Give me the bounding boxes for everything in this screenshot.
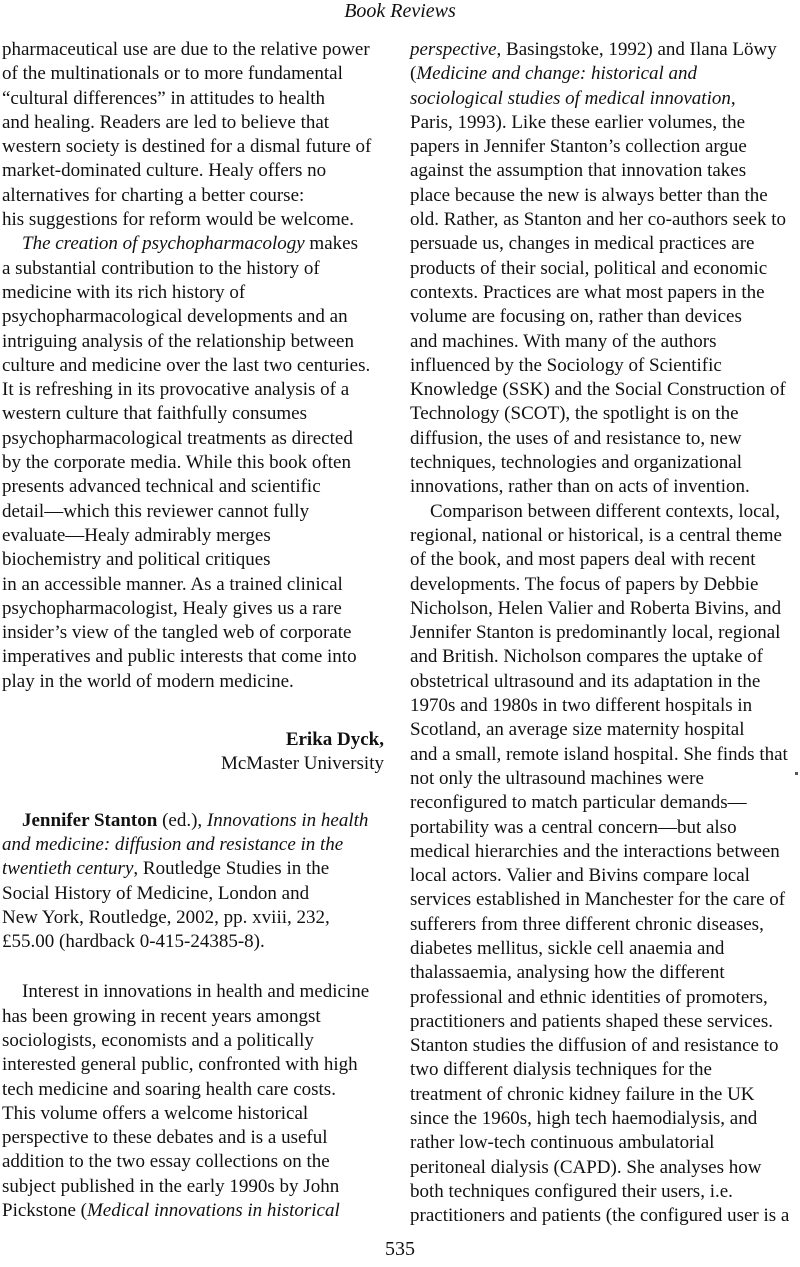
text-line: volume are focusing on, rather than devices [410, 306, 742, 328]
text-line: western culture that faithfully consumes [2, 403, 307, 425]
text-line: reconfigured to match particular demands— [410, 792, 747, 814]
citation-line: New York, Routledge, 2002, pp. xviii, 232, [2, 906, 330, 928]
citation-title: twentieth century [2, 858, 134, 880]
text-line: alternatives for charting a better course: [2, 184, 305, 206]
text-line: play in the world of modern medicine. [2, 670, 294, 692]
text-line: practitioners and patients shaped these services. [410, 1010, 773, 1032]
reviewer-affiliation: McMaster University [220, 753, 384, 775]
text-line: medical hierarchies and the interactions between [410, 840, 780, 862]
text-line: psychopharmacologist, Healy gives us a rare [2, 597, 342, 619]
book-title-italic: Medical innovations in historical [86, 1200, 340, 1222]
text-line: presents advanced technical and scientific [2, 476, 321, 498]
citation-line: Social History of Medicine, London and [2, 882, 310, 904]
text-line: obstetrical ultrasound and its adaptation in the [410, 670, 761, 692]
text-line: imperatives and public interests that come into [2, 646, 357, 668]
text-line: Paris, 1993). Like these earlier volumes, the [410, 111, 746, 133]
text-line: psychopharmacological treatments as directed [2, 427, 353, 449]
text-line: This volume offers a welcome historical [2, 1102, 309, 1124]
text-line: biochemistry and political critiques [2, 549, 271, 571]
text-fragment: ( [410, 63, 417, 85]
text-line: Knowledge (SSK) and the Social Construction of [410, 379, 786, 401]
right-para-1 [410, 38, 792, 500]
text-line: Technology (SCOT), the spotlight is on the [410, 403, 739, 425]
text-fragment: , [730, 87, 736, 109]
text-line: place because the new is always better than the [410, 184, 768, 206]
text-line: tech medicine and soaring health care costs. [2, 1078, 336, 1100]
text-line [410, 87, 792, 111]
right-para-2 [410, 500, 792, 1229]
citation-line [2, 809, 384, 833]
text-line: by the corporate media. While this book often [2, 452, 351, 474]
text-line: professional and ethnic identities of promoters, [410, 986, 768, 1008]
text-line: has been growing in recent years amongst [2, 1005, 321, 1027]
text-line: insider’s view of the tangled web of corporate [2, 622, 352, 644]
text-line: perspective to these debates and is a useful [2, 1127, 328, 1149]
spacer [2, 954, 384, 980]
text-line: since the 1960s, high tech haemodialysis, and [410, 1108, 758, 1130]
text-line: sufferers from three different chronic diseases, [410, 913, 764, 935]
right-column [410, 38, 792, 1229]
citation-ed: (ed.), [157, 809, 207, 831]
text-line [410, 38, 792, 62]
text-line: and British. Nicholson compares the uptake of [410, 646, 764, 668]
citation-line [2, 857, 384, 881]
text-line: 1970s and 1980s in two different hospitals in [410, 695, 753, 717]
text-line: a substantial contribution to the history of [2, 257, 320, 279]
text-line: old. Rather, as Stanton and her co-authors seek to [410, 209, 786, 231]
text-line: influenced by the Sociology of Scientific [410, 354, 722, 376]
spacer [2, 694, 384, 728]
book-citation [2, 809, 384, 955]
text-line: papers in Jennifer Stanton’s collection argue [410, 136, 747, 158]
text-fragment: , Basingstoke, 1992) and Ilana Löwy [496, 39, 777, 60]
text-fragment: Pickstone ( [2, 1200, 87, 1222]
text-line: Scotland, an average size maternity hospital [410, 719, 745, 741]
text-line: western society is destined for a dismal future of [2, 136, 372, 158]
text-line: and healing. Readers are led to believe that [2, 111, 330, 133]
text-line: psychopharmacological developments and an [2, 306, 348, 328]
text-line: local actors. Valier and Bivins compare local [410, 865, 750, 887]
citation-title: and medicine: diffusion and resistance in the [2, 833, 344, 855]
text-line: sociologists, economists and a politically [2, 1029, 314, 1051]
margin-mark [795, 772, 798, 775]
text-line [410, 62, 792, 86]
text-line: medicine with its rich history of [2, 281, 246, 303]
text-line: services established in Manchester for the care of [410, 889, 786, 911]
text-line: rather low-tech continuous ambulatorial [410, 1132, 715, 1154]
text-line: subject published in the early 1990s by John [2, 1175, 340, 1197]
text-line: in an accessible manner. As a trained clinical [2, 573, 343, 595]
citation-title: Innovations in health [206, 809, 369, 831]
book-title-italic: perspective [410, 39, 497, 60]
text-line: Nicholson, Helen Valier and Roberta Bivins, and [410, 597, 782, 619]
citation-line: £55.00 (hardback 0-415-24385-8). [2, 931, 265, 953]
text-line: detail—which this reviewer cannot fully [2, 500, 310, 522]
text-line: culture and medicine over the last two centuries. [2, 354, 371, 376]
text-line: treatment of chronic kidney failure in the UK [410, 1083, 755, 1105]
text-line: peritoneal dialysis (CAPD). She analyses how [410, 1156, 762, 1178]
text-line: Stanton studies the diffusion of and resistance to [410, 1035, 779, 1057]
text-line: pharmaceutical use are due to the relative power [2, 39, 370, 60]
spacer [2, 777, 384, 809]
left-para-1 [2, 38, 384, 232]
citation-series: , Routledge Studies in the [133, 858, 330, 880]
text-line: of the multinationals or to more fundamental [2, 63, 343, 85]
text-line [2, 1199, 384, 1223]
text-line: addition to the two essay collections on the [2, 1151, 330, 1173]
text-line: diffusion, the uses of and resistance to, new [410, 427, 742, 449]
text-line: not only the ultrasound machines were [410, 767, 704, 789]
reviewer-signature [2, 728, 384, 777]
left-column [2, 38, 384, 1223]
left-para-2 [2, 232, 384, 694]
text-line: Comparison between different contexts, local, [430, 500, 780, 522]
text-line: and a small, remote island hospital. She finds that [410, 743, 788, 765]
text-line: intriguing analysis of the relationship between [2, 330, 354, 352]
text-line: against the assumption that innovation takes [410, 160, 747, 182]
text-line: market-dominated culture. Healy offers no [2, 160, 327, 182]
text-fragment: makes [304, 233, 358, 255]
text-line: developments. The focus of papers by Debbie [410, 573, 759, 595]
text-line: Interest in innovations in health and medicine [22, 981, 370, 1003]
text-line: “cultural differences” in attitudes to health [2, 87, 326, 109]
text-line: thalassaemia, analysing how the different [410, 962, 725, 984]
book-title-italic: The creation of psychopharmacology [22, 233, 305, 255]
text-line: Jennifer Stanton is predominantly local, regional [410, 622, 781, 644]
running-head: Book Reviews [344, 0, 456, 22]
text-line: regional, national or historical, is a central theme [410, 524, 782, 546]
reviewer-name: Erika Dyck, [285, 729, 384, 751]
book-title-italic: sociological studies of medical innovation [410, 87, 731, 109]
left-para-3 [2, 980, 384, 1223]
text-line: It is refreshing in its provocative analysis of a [2, 379, 350, 401]
text-line: products of their social, political and economic [410, 257, 768, 279]
text-line: portability was a central concern—but also [410, 816, 737, 838]
text-line: two different dialysis techniques for the [410, 1059, 712, 1081]
page-number: 535 [385, 1238, 415, 1260]
text-line: techniques, technologies and organizational [410, 452, 743, 474]
text-line-first [2, 232, 384, 256]
citation-author: Jennifer Stanton [22, 809, 158, 831]
text-line: contexts. Practices are what most papers in the [410, 281, 765, 303]
text-line: evaluate—Healy admirably merges [2, 524, 271, 546]
text-line: his suggestions for reform would be welcome. [2, 209, 354, 231]
text-line: practitioners and patients (the configured user is a [410, 1205, 790, 1227]
text-line: of the book, and most papers deal with recent [410, 549, 756, 571]
text-line: both techniques configured their users, i.e. [410, 1180, 733, 1202]
text-line: innovations, rather than on acts of invention. [410, 476, 750, 498]
citation-line [2, 833, 384, 857]
text-line: interested general public, confronted with high [2, 1054, 358, 1076]
text-line: and machines. With many of the authors [410, 330, 717, 352]
text-line: diabetes mellitus, sickle cell anaemia and [410, 937, 725, 959]
text-line: persuade us, changes in medical practices are [410, 233, 755, 255]
book-title-italic: Medicine and change: historical and [416, 63, 698, 85]
